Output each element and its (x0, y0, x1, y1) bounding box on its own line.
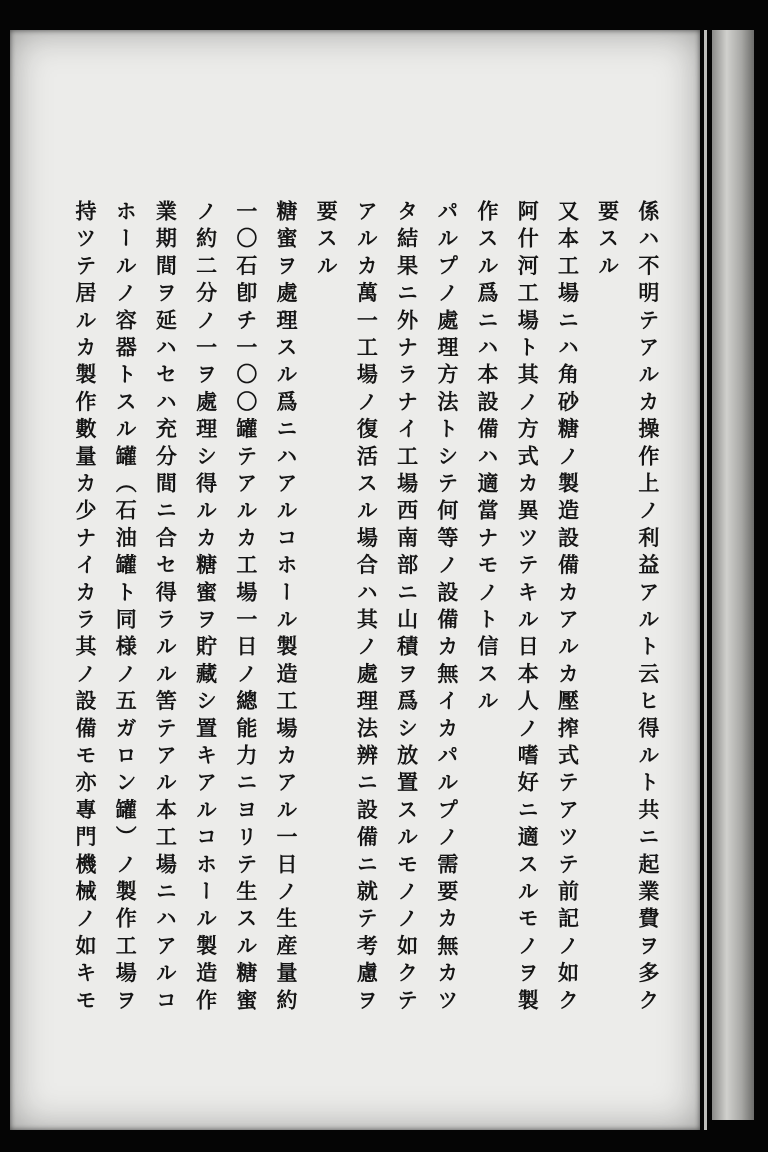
text-line: 業期間ヲ延ハセハ充分間ニ合セ得ラルル筈テアル本工場ニハアルコ (153, 200, 179, 1016)
text-line: 糖蜜ヲ處理スル爲ニハアルコホール製造工場カアル一日ノ生産量約 (274, 200, 300, 1016)
vertical-text-block (72, 200, 662, 1030)
text-line: 一〇石卽チ一〇〇罐テアルカ工場一日ノ總能力ニヨリテ生スル糖蜜 (233, 200, 259, 1016)
text-line: 作スル爲ニハ本設備ハ適當ナモノト信スル (475, 200, 501, 717)
text-line: タ結果ニ外ナラナイ工場西南部ニ山積ヲ爲シ放置スルモノノ如クテ (394, 200, 420, 1016)
text-line: パルプノ處理方法トシテ何等ノ設備カ無イカパルプノ需要カ無カツ (434, 200, 460, 1016)
text-line: ノ約二分ノ一ヲ處理シ得ルカ糖蜜ヲ貯藏シ置キアルコホール製造作 (193, 200, 219, 1016)
text-line: ホールノ容器トスル罐（石油罐ト同様ノ五ガロン罐）ノ製作工場ヲ (113, 200, 139, 1016)
next-page-edge (712, 30, 754, 1120)
page-gutter-line (704, 30, 707, 1130)
text-line: 要スル (314, 200, 340, 282)
text-line: 要スル (595, 200, 621, 282)
text-line: 阿什河工場ト其ノ方式カ異ツテキル日本人ノ嗜好ニ適スルモノヲ製 (515, 200, 541, 1016)
text-line: アルカ萬一工場ノ復活スル場合ハ其ノ處理法辨ニ設備ニ就テ考慮ヲ (354, 200, 380, 1016)
text-line: 持ツテ居ルカ製作數量カ少ナイカラ其ノ設備モ亦專門機械ノ如キモ (73, 200, 98, 1016)
text-line: 係ハ不明テアルカ操作上ノ利益アルト云ヒ得ルト共ニ起業費ヲ多ク (635, 200, 661, 1017)
text-line: 又本工場ニハ角砂糖ノ製造設備カアルカ壓搾式テアツテ前記ノ如ク (555, 200, 581, 1016)
